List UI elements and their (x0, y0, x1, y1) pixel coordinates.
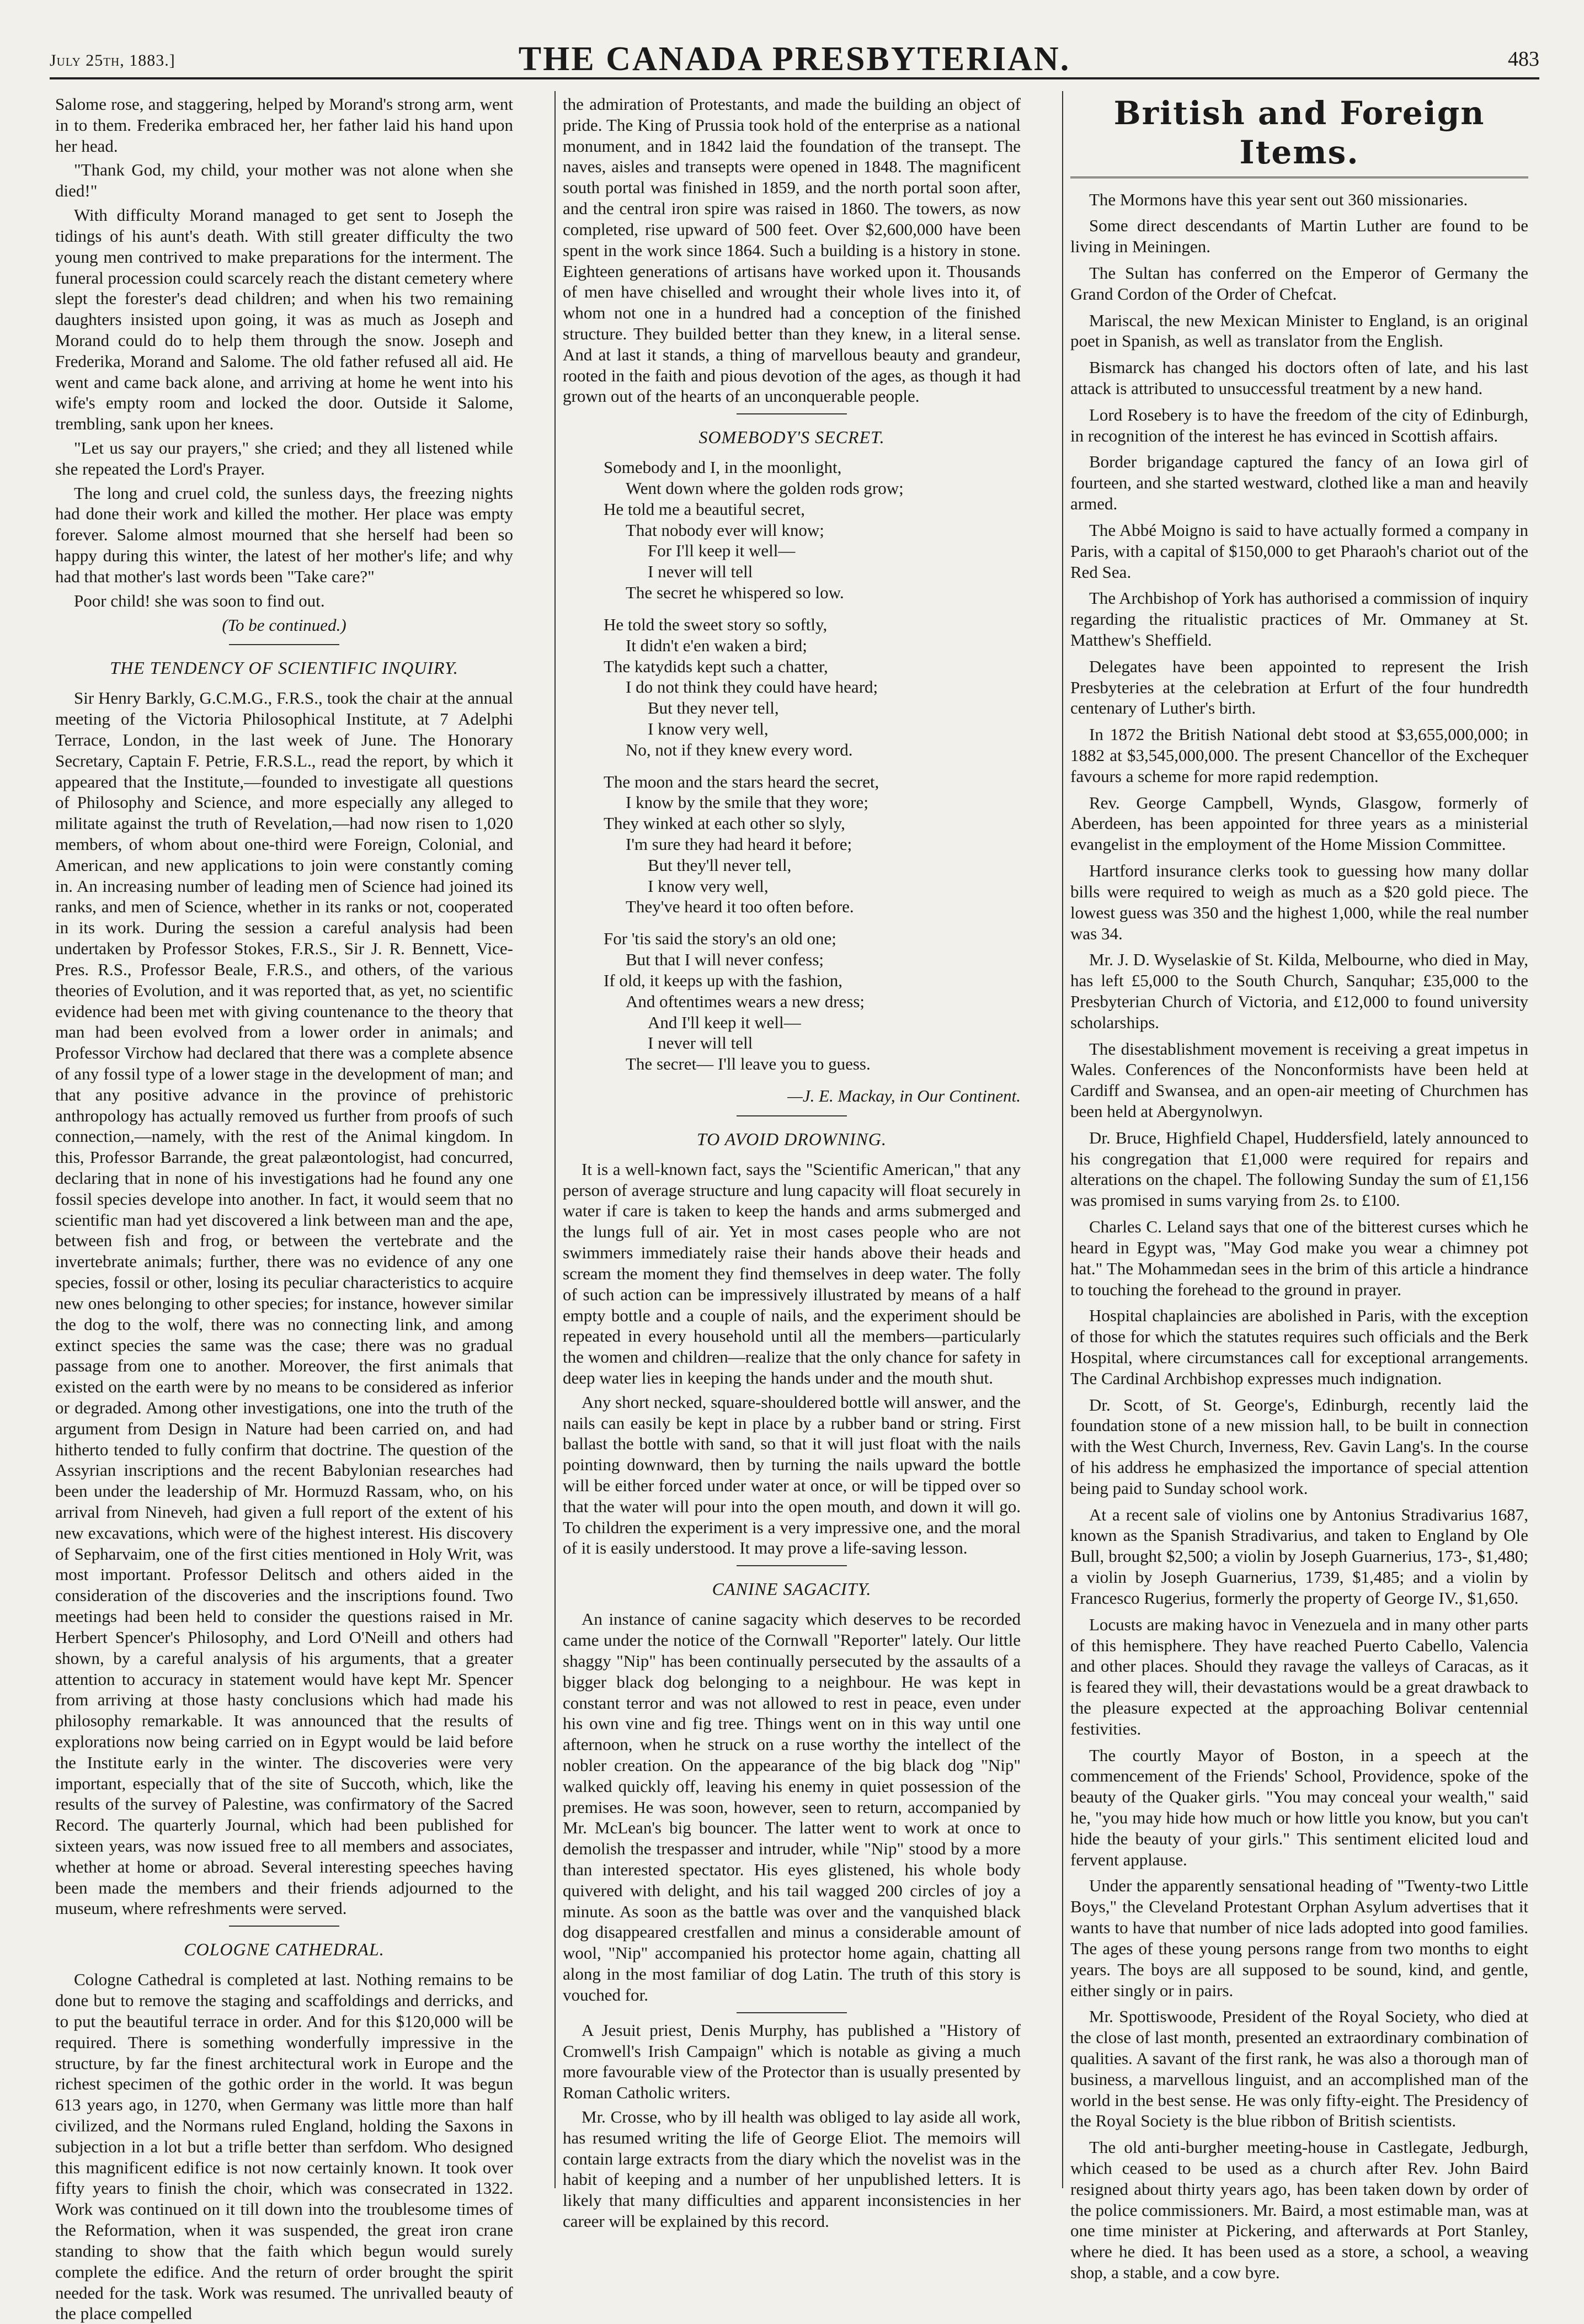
news-item: Bismarck has changed his doctors often of late, and his last attack is attributed to unsuccessful treatment by a new hand. (1070, 358, 1528, 398)
news-item: A Jesuit priest, Denis Murphy, has published a "History of Cromwell's Irish Campaign" which is notable as giving a much more favourable view of the Protector than is usually presented by Roman Catholic writers. (563, 2020, 1021, 2103)
poem-line: And I'll keep it well— (648, 1012, 801, 1032)
article-title: COLOGNE CATHEDRAL. (184, 1939, 385, 1960)
poem-line: But that I will never confess; (626, 950, 824, 970)
story-paragraph: Poor child! she was soon to find out. (74, 591, 325, 610)
section-separator (229, 1926, 339, 1927)
section-separator (737, 1565, 847, 1566)
news-item: Border brigandage captured the fancy of an Iowa girl of fourteen, and she started westward, clothed like a man and heavily armed. (1070, 452, 1528, 514)
news-item: Dr. Bruce, Highfield Chapel, Huddersfield, lately announced to his congregation that £1,000 were required for repairs and alterations on the chapel. The following Sunday the sum of £1,156 was promised in sums varying from 2s. to £100. (1070, 1128, 1528, 1210)
poem-line: I never will tell (648, 562, 753, 582)
news-item: Mariscal, the new Mexican Minister to England, is an original poet in Spanish, as well as translator from the English. (1070, 310, 1528, 351)
news-item: Delegates have been appointed to represent the Irish Presbyteries at the celebration at Erfurt of the four hundredth centenary of Luther's birth. (1070, 656, 1528, 718)
news-item: At a recent sale of violins one by Antonius Stradivarius 1687, known as the Spanish Stradivarius, and taken to England by Ole Bull, brought $2,500; a violin by Joseph Guarnerius, 173-, $1,480; a violin by Joseph Guarnerius, 1739, $1,485; and a violin by Francesco Rugerius, formerly the property of George IV., $1,650. (1070, 1504, 1528, 1608)
news-item: The Mormons have this year sent out 360 missionaries. (1089, 189, 1468, 209)
article-title: THE TENDENCY OF SCIENTIFIC INQUIRY. (110, 658, 458, 678)
poem-line: For I'll keep it well— (648, 541, 796, 561)
poem-line: That nobody ever will know; (626, 520, 824, 540)
news-items-list (1070, 189, 1528, 2283)
section-separator (737, 1115, 847, 1116)
news-item: Under the apparently sensational heading of "Twenty-two Little Boys," the Cleveland Protestant Orphan Asylum advertises that it wants to have that number of nice lads adopted into good families. The ages of these young persons range from two months to eight years. The boys are all supposed to be sound, kind, and gentle, either singly or in pairs. (1070, 1876, 1528, 2000)
news-item: The Archbishop of York has authorised a commission of inquiry regarding the ritualistic practices of Mr. Ommaney at St. Matthew's Sheffield. (1070, 588, 1528, 650)
masthead (50, 39, 1539, 79)
article-title: TO AVOID DROWNING. (696, 1129, 887, 1149)
issue-date: July 25th, 1883.] (50, 51, 175, 70)
poem-line: Somebody and I, in the moonlight, (604, 458, 842, 477)
poem-line: The moon and the stars heard the secret, (604, 772, 879, 791)
poem-line: Went down where the golden rods grow; (626, 478, 904, 498)
serial-story (55, 94, 513, 635)
story-paragraph: "Let us say our prayers," she cried; and they all listened while she repeated the Lord's Prayer. (55, 438, 513, 478)
poem-line: I know very well, (648, 719, 769, 738)
poem-line: I know very well, (648, 876, 769, 896)
poem-stanza (585, 928, 1021, 1075)
article-paragraph: Sir Henry Barkly, G.C.M.G., F.R.S., took the chair at the annual meeting of the Victoria Philosophical Institute, at 7 Adelphi Terrace, London, in the last week of June. The Honorary Secretary, Captain F. Petrie, F.R.S.L., read the report, by which it appeared that the Institute,—founded to investigate all questions of Philosophy and Science, and more especially any alleged to militate against the truth of Revelation,—had now risen to 1,020 members, of whom about one-third were Foreign, Colonial, and American, and new applications to join were constantly coming in. An increasing number of leading men of Science had joined its ranks, and men of Science, whether in its ranks or not, cooperated in its work. During the session a careful analysis had been undertaken by Professor Stokes, F.R.S., Sir J. R. Bennett, Vice-Pres. R.S., Professor Beale, F.R.S., and others, of the various theories of Evolution, and it was reported that, as yet, no scientific evidence had been met with giving countenance to the theory that man had been evolved from a lower order in animals; and Professor Virchow had declared that there was a complete absence of any fossil type of a lower stage in the development of man; and that any positive advance in the province of prehistoric anthropology has actually removed us further from proofs of such connection,—namely, with the rest of the Animal kingdom. In this, Professor Barrande, the great palæontologist, had concurred, declaring that in none of his investigations had he found any one fossil species develope into another. In fact, it would seem that no scientific man had yet discovered a link between man and the ape, between fish and frog, or between the vertebrate and the invertebrate animals; further, there was no evidence of any one species, fossil or other, losing its peculiar characteristics to acquire new ones belonging to other species; for instance, however similar the dog to the wolf, there was no connecting link, and among extinct species the same was the case; there was no gradual passage from one to another. Moreover, the first animals that existed on the earth were by no means to be considered as inferior or degraded. Among other investigations, one into the truth of the argument from Design in Nature had been carried on, and had hitherto tended to fully confirm that doctrine. The question of the Assyrian inscriptions and the recent Babylonian researches had been under the leadership of Mr. Hormuzd Rassam, who, on his arrival from Nineveh, had given a full report of the extent of his new excavations, which were of the highest interest. His discovery of Sepharvaim, one of the first cities mentioned in Holy Writ, was most important. Professor Delitsch and others aided in the consideration of the discoveries and the inscriptions found. Two meetings had been held to consider the questions raised in Mr. Herbert Spencer's Philosophy, and Lord O'Neill and others had shown, by a careful analysis of his arguments, that a greater attention to accuracy in statement would have kept Mr. Spencer from arriving at those hasty conclusions which had made his philosophy remarkable. It was announced that the results of explorations now being carried on in Egypt would be laid before the Institute early in the winter. The discoveries were very important, especially that of the site of Succoth, which, like the results of the survey of Palestine, was confirmatory of the Sacred Record. The quarterly Journal, which had been published for sixteen years, was now issued free to all members and associates, whether at home or abroad. Several interesting speeches having been made the members and their friends adjourned to the museum, where refreshments were served. (55, 688, 513, 1918)
article-paragraph: An instance of canine sagacity which deserves to be recorded came under the notice of the Cornwall "Reporter" lately. Our little shaggy "Nip" has been continually persecuted by the assaults of a bigger black dog belonging to a neighbour. He was kept in constant terror and was not allowed to rest in peace, even under his own vine and fig tree. Things went on in this way until one afternoon, when he struck on a ruse worthy the intellect of the nobler creation. On the appearance of the big black dog "Nip" walked quickly off, leaving his enemy in quiet possession of the premises. He was soon, however, seen to return, accompanied by Mr. McLean's big bouncer. The latter went to work at once to demolish the trespasser and intruder, while "Nip" stood by a more than interested spectator. His eyes glistened, his whole body quivered with delight, and his tail wagged 200 circles of joy a minute. As soon as the battle was over and the vanquished black dog disappeared crestfallen and minus a considerable amount of wool, "Nip" accompanied his protector home again, chatting all along in the most familiar of dog Latin. The truth of this story is vouched for. (563, 1609, 1021, 2004)
article-paragraph: the admiration of Protestants, and made the building an object of pride. The King of Prussia took hold of the enterprise as a national monument, and in 1842 laid the foundation of the transept. The naves, aisles and transepts were opened in 1848. The magnificent south portal was finished in 1859, and the north portal soon after, and the central iron spire was raised in 1860. The towers, as now completed, rise upward of 500 feet. Over $2,600,000 have been spent in the work since 1864. Such a building is a history in stone. Eighteen generations of artisans have worked upon it. Thousands of men have chiselled and wrought their whole lives into it, of whom not one in a hundred had a conception of the finished structure. They builded better than they knew, in a literal sense. And at last it stands, a thing of marvellous beauty and grandeur, rooted in the faith and pious devotion of the ages, as though it had grown out of the hearts of an unconquerable people. (563, 94, 1021, 406)
poem-line: If old, it keeps up with the fashion, (604, 970, 843, 990)
poem (585, 457, 1021, 1075)
news-item: Hartford insurance clerks took to guessing how many dollar bills were required to weigh as much as a $20 gold piece. The lowest guess was 350 and the highest 1,000, while the real number was 34. (1070, 861, 1528, 943)
section-separator (737, 2012, 847, 2013)
poem-line: I never will tell (648, 1033, 753, 1053)
poem-title: SOMEBODY'S SECRET. (698, 427, 885, 448)
news-item: Some direct descendants of Martin Luther are found to be living in Meiningen. (1070, 216, 1528, 257)
news-item: The Abbé Moigno is said to have actually formed a company in Paris, with a capital of $150,000 to get Pharaoh's chariot out of the Red Sea. (1070, 520, 1528, 582)
poem-line: It didn't e'en waken a bird; (626, 635, 807, 655)
article-title: CANINE SAGACITY. (712, 1579, 872, 1599)
poem-line: He told me a beautiful secret, (604, 499, 805, 519)
poem-line: The secret he whispered so low. (626, 583, 844, 603)
article-paragraph: Any short necked, square-shouldered bottle will answer, and the nails can easily be kept in place by a rubber band or string. First ballast the bottle with sand, so that it will just float with the nails pointing downward, then by turning the nails upward the bottle will be either forced under water at once, or will be tipped over so that the water will pour into the open mouth, and down it will go. To children the experiment is a very impressive one, and the moral of it is easily understood. It may prove a life-saving lesson. (563, 1392, 1021, 1558)
poem-attribution: —J. E. Mackay, in Our Continent. (787, 1086, 1021, 1105)
news-item: Mr. Crosse, who by ill health was obliged to lay aside all work, has resumed writing the life of George Eliot. The memoirs will contain large extracts from the diary which the novelist was in the habit of keeping and a number of her unpublished letters. It is likely that many difficulties and apparent inconsistencies in her career will be explained by this record. (563, 2107, 1021, 2231)
news-item: The old anti-burgher meeting-house in Castlegate, Jedburgh, which ceased to be used as a church after Rev. John Baird resigned about thirty years ago, has been taken down by order of the police commissioners. Mr. Baird, a most estimable man, was at one time minister at Pickering, and afterwards at Port Stanley, where he died. It has been used as a store, a school, a weaving shop, a stable, and a cow byre. (1070, 2137, 1528, 2283)
news-item: Rev. George Campbell, Wynds, Glasgow, formerly of Aberdeen, has been appointed for three years as a ministerial evangelist in the employment of the Home Mission Committee. (1070, 793, 1528, 854)
page-number: 483 (1508, 47, 1539, 71)
poem-line: I know by the smile that they wore; (626, 793, 868, 812)
poem-line: The secret— I'll leave you to guess. (626, 1054, 871, 1074)
news-item: Lord Rosebery is to have the freedom of the city of Edinburgh, in recognition of the interest he has evinced in Scottish affairs. (1070, 405, 1528, 445)
news-item: Charles C. Leland says that one of the bitterest curses which he heard in Egypt was, "May God make you wear a chimney pot hat." The Mohammedan sees in the brim of this article a hindrance to touching the forehead to the ground in prayer. (1070, 1217, 1528, 1299)
column-2 (563, 94, 1021, 2231)
news-item: Hospital chaplaincies are abolished in Paris, with the exception of those for which the statutes requires such officials and the Berk Hospital, where circumstances call for exceptional arrangements. The Cardinal Archbishop expresses much indignation. (1070, 1306, 1528, 1388)
poem-line: No, not if they knew every word. (626, 740, 853, 759)
article-paragraph: Cologne Cathedral is completed at last. Nothing remains to be done but to remove the staging and scaffoldings and derricks, and to put the beautiful terrace in order. And for this $120,000 will be required. There is something wonderfully impressive in the structure, by far the finest architectural work in Europe and the richest specimen of the gothic order in the world. It was begun 613 years ago, in 1270, when Germany was little more than half civilized, and the Normans ruled England, holding the Saxons in subjection in a lot but a trifle better than serfdom. Who designed this magnificent edifice is not now certainly known. It took over fifty years to finish the choir, which was consecrated in 1322. Work was continued on it till down into the troublesome times of the Reformation, when it was suspended, the great iron crane standing to show that the faith which begun would surely complete the edifice. And the return of order brought the spirit needed for the task. Work was resumed. The unrivalled beauty of the place compelled (55, 1970, 513, 2323)
news-item: The courtly Mayor of Boston, in a speech at the commencement of the Friends' School, Providence, spoke of the beauty of the Quaker girls. "You may conceal your wealth," said he, "you may hide how much or how little you know, but you can't hide the beauty of your girls." This sentiment elicited loud and fervent applause. (1070, 1745, 1528, 1869)
news-item: The Sultan has conferred on the Emperor of Germany the Grand Cordon of the Order of Chefcat. (1070, 263, 1528, 304)
news-item: In 1872 the British National debt stood at $3,655,000,000; in 1882 at $3,545,000,000. The present Chancellor of the Exchequer favours a scheme for more rapid redemption. (1070, 725, 1528, 786)
column-divider (1062, 91, 1063, 2188)
poem-line: But they'll never tell, (648, 855, 792, 875)
poem-line: He told the sweet story so softly, (604, 614, 828, 634)
news-item: The disestablishment movement is receiving a great impetus in Wales. Conferences of the Nonconformists have been held at Cardiff and Swansea, and an open-air meeting of Churchmen has been held at Abergynolwyn. (1070, 1039, 1528, 1121)
poem-stanza (585, 457, 1021, 603)
poem-stanza (585, 772, 1021, 918)
story-paragraph: With difficulty Morand managed to get sent to Joseph the tidings of his aunt's death. With still greater difficulty the two young men contrived to make preparations for the interment. The funeral procession could scarcely reach the distant cemetery where slept the forester's dead children; and when his two remaining daughters insisted upon going, it was as much as Joseph and Morand could do to help them through the snow. Joseph and Frederika, Morand and Salome. The old father refused all aid. He went and came back alone, and arriving at home he went into his wife's empty room and locked the door. Outside it Salome, trembling, sank upon her knees. (55, 205, 513, 434)
continued-note: (To be continued.) (222, 615, 346, 635)
poem-line: I'm sure they had heard it before; (626, 834, 852, 854)
poem-line: I do not think they could have heard; (626, 677, 878, 697)
story-paragraph: Salome rose, and staggering, helped by Morand's strong arm, went in to them. Frederika embraced her, her father laid his hand upon her head. (55, 94, 513, 156)
poem-line: They winked at each other so slyly, (604, 813, 845, 833)
story-paragraph: "Thank God, my child, your mother was not alone when she died!" (55, 160, 513, 201)
poem-line: For 'tis said the story's an old one; (604, 929, 836, 949)
newspaper-title: THE CANADA PRESBYTERIAN. (518, 40, 1071, 78)
news-item: Mr. J. D. Wyselaskie of St. Kilda, Melbourne, who died in May, has left £5,000 to the South Church, Sanquhar; £35,000 to the Presbyterian Church of Victoria, and £12,000 to found university scholarships. (1070, 950, 1528, 1032)
section-separator (229, 644, 339, 645)
poem-line: The katydids kept such a chatter, (604, 656, 828, 676)
story-paragraph: The long and cruel cold, the sunless days, the freezing nights had done their work and killed the mother. Her place was empty forever. Salome almost mourned that she herself had been so happy during this winter, the latest of her mother's life; and why had that mother's last words been "Take care?" (55, 483, 513, 586)
section-heading: British and Foreign Items. (1070, 94, 1528, 178)
news-item: Locusts are making havoc in Venezuela and in many other parts of this hemisphere. They have reached Puerto Cabello, Valencia and other places. Should they ravage the valleys of Caracas, as it is feared they will, their devastations would be a great drawback to the pleasure expected at the approaching Bolivar centennial festivities. (1070, 1614, 1528, 1738)
news-item: Dr. Scott, of St. George's, Edinburgh, recently laid the foundation stone of a new mission hall, to be built in connection with the West Church, Inverness, Rev. Gavin Lang's. In the course of his address he emphasized the importance of special attention being paid to Sunday school work. (1070, 1395, 1528, 1498)
article-paragraph: It is a well-known fact, says the "Scientific American," that any person of average structure and lung capacity will float securely in water if care is taken to keep the hands and arms submerged and the lungs full of air. Yet in most cases people who are not swimmers immediately raise their hands above their heads and scream the moment they find themselves in deep water. The folly of such action can be impressively illustrated by means of a half empty bottle and a couple of nails, and the experiment should be repeated in every household until all the members—particularly the women and children—realize that the only chance for safety in deep water lies in keeping the hands under and the mouth shut. (563, 1159, 1021, 1387)
column-1 (55, 94, 513, 2323)
column-3 (1070, 94, 1528, 2283)
poem-line: But they never tell, (648, 698, 779, 718)
poem-line: They've heard it too often before. (626, 897, 854, 917)
column-divider (554, 91, 556, 2188)
news-item: Mr. Spottiswoode, President of the Royal Society, who died at the close of last month, presented an extraordinary combination of qualities. A savant of the first rank, he was also a thorough man of business, a marvellous linguist, and an accomplished man of the world in the best sense. He was only fifty-eight. The Presidency of the Royal Society is the blue ribbon of British scientists. (1070, 2007, 1528, 2131)
poem-stanza (585, 614, 1021, 761)
poem-line: And oftentimes wears a new dress; (626, 991, 865, 1011)
section-separator (737, 413, 847, 414)
